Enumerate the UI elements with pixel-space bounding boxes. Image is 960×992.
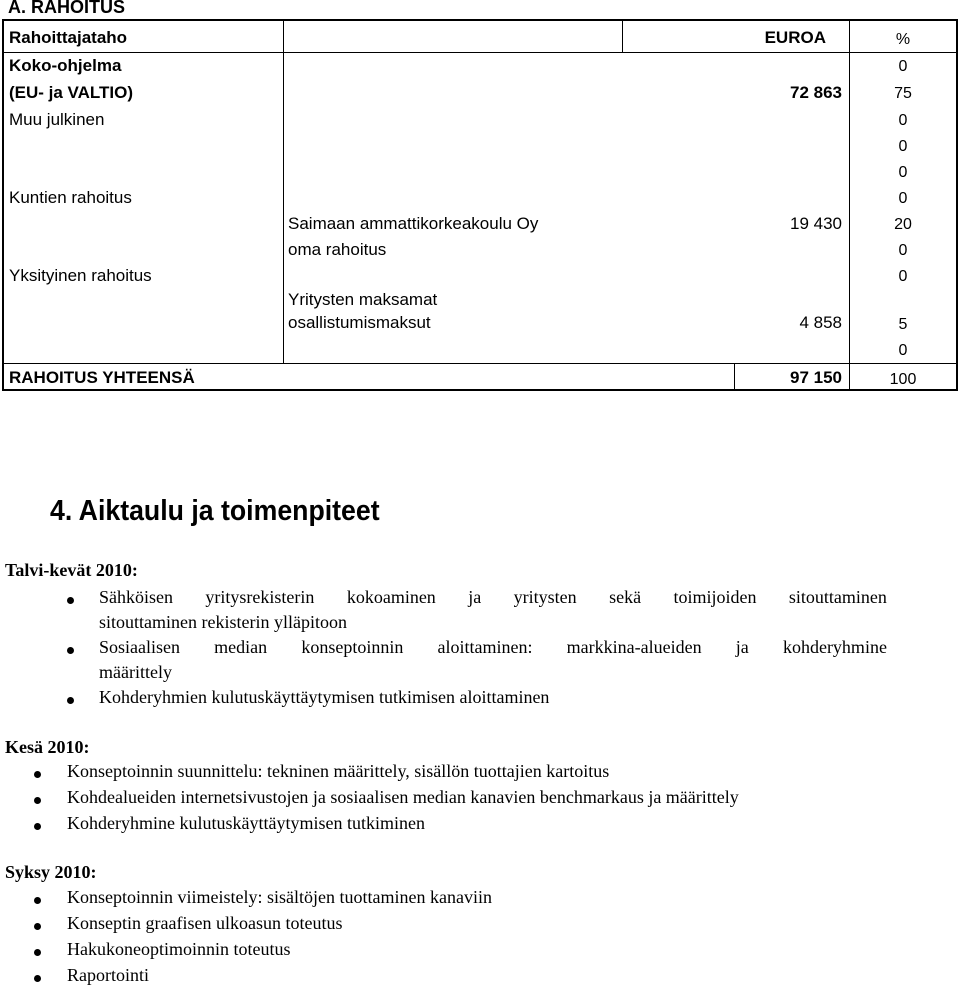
bullet-icon <box>67 697 74 704</box>
word: median <box>214 637 268 657</box>
bullet-icon <box>34 975 41 982</box>
list-item: Kohdealueiden internetsivustojen ja sosiaalisen median kanavien benchmarkaus ja määrittely <box>67 787 739 807</box>
word: sitouttaminen <box>788 587 887 607</box>
column-header-source: Rahoittajataho <box>9 28 128 47</box>
row-label-koko-ohjelma: Koko-ohjelma <box>9 56 122 75</box>
table-total-divider <box>2 363 958 364</box>
period-heading: Talvi-kevät 2010: <box>5 560 138 580</box>
word: kohderyhmine <box>782 637 887 657</box>
word: markkina-alueiden <box>566 637 702 657</box>
word: konseptoinnin <box>301 637 404 657</box>
row-label-oma-rahoitus: oma rahoitus <box>288 240 387 259</box>
column-header-percent: % <box>895 31 911 48</box>
bullet-icon <box>34 797 41 804</box>
period-heading: Syksy 2010: <box>5 862 97 882</box>
word: ja <box>735 637 749 657</box>
list-item: Konseptoinnin suunnittelu: tekninen määrittely, sisällön tuottajien kartoitus <box>67 761 610 781</box>
table-col-divider <box>622 19 623 53</box>
percent-value: 0 <box>898 58 908 75</box>
percent-value: 75 <box>894 85 912 102</box>
section-title-funding: A. RAHOITUS <box>8 0 125 17</box>
list-item-line: Kohderyhmien kulutuskäyttäytymisen tutkimisen aloittaminen <box>99 687 550 707</box>
bullet-icon <box>67 597 74 604</box>
percent-value: 0 <box>898 268 908 285</box>
bullet-icon <box>34 897 41 904</box>
euro-value: 19 430 <box>790 214 842 233</box>
table-border-right <box>956 19 958 391</box>
word: aloittaminen: <box>437 637 533 657</box>
bullet-icon <box>34 949 41 956</box>
table-border-left <box>2 19 4 391</box>
table-col-divider <box>283 19 284 53</box>
table-col-divider <box>849 53 850 363</box>
percent-value: 0 <box>898 164 908 181</box>
row-label-osallistumismaksut: osallistumismaksut <box>288 313 431 332</box>
section-title-schedule: 4. Aiktaulu ja toimenpiteet <box>50 495 380 527</box>
bullet-icon <box>34 923 41 930</box>
bullet-icon <box>34 771 41 778</box>
row-label-kuntien-rahoitus: Kuntien rahoitus <box>9 188 132 207</box>
word: kokoaminen <box>346 587 436 607</box>
word: Sosiaalisen <box>99 637 180 657</box>
table-col-divider <box>849 19 850 53</box>
row-label-total: RAHOITUS YHTEENSÄ <box>9 368 195 387</box>
list-item: Hakukoneoptimoinnin toteutus <box>67 939 291 959</box>
list-item: Raportointi <box>67 965 149 985</box>
list-item: Konseptin graafisen ulkoasun toteutus <box>67 913 343 933</box>
word: yritysten <box>513 587 577 607</box>
bullet-icon <box>34 823 41 830</box>
row-label-eu-valtio: (EU- ja VALTIO) <box>9 83 134 102</box>
column-header-euro: EUROA <box>764 28 826 47</box>
table-header-divider <box>2 52 958 53</box>
period-heading: Kesä 2010: <box>5 737 90 757</box>
percent-value: 5 <box>898 316 908 333</box>
percent-value: 0 <box>898 190 908 207</box>
list-item-line <box>99 587 887 608</box>
percent-value: 0 <box>898 342 908 359</box>
percent-value: 0 <box>898 242 908 259</box>
table-border-top <box>2 19 958 21</box>
total-euro-value: 97 150 <box>790 368 842 387</box>
word: Sähköisen <box>99 587 173 607</box>
row-label-saimaan-amk: Saimaan ammattikorkeakoulu Oy <box>288 214 539 233</box>
row-label-yritysten-maksamat: Yritysten maksamat <box>288 290 438 309</box>
table-col-divider <box>283 53 284 363</box>
euro-value: 72 863 <box>790 83 842 102</box>
total-percent-value: 100 <box>889 371 917 388</box>
bullet-icon <box>67 647 74 654</box>
percent-value: 0 <box>898 138 908 155</box>
percent-value: 20 <box>894 216 912 233</box>
list-item-line: määrittely <box>99 662 172 682</box>
word: sekä <box>609 587 642 607</box>
list-item: Kohderyhmine kulutuskäyttäytymisen tutkiminen <box>67 813 425 833</box>
list-item-line <box>99 637 887 658</box>
list-item-line: sitouttaminen rekisterin ylläpitoon <box>99 612 347 632</box>
word: ja <box>468 587 482 607</box>
table-border-bottom <box>2 389 958 391</box>
word: yritysrekisterin <box>205 587 315 607</box>
word: toimijoiden <box>673 587 757 607</box>
euro-value: 4 858 <box>799 313 842 332</box>
row-label-muu-julkinen: Muu julkinen <box>9 110 105 129</box>
table-col-divider <box>849 363 850 391</box>
list-item: Konseptoinnin viimeistely: sisältöjen tuottaminen kanaviin <box>67 887 492 907</box>
percent-value: 0 <box>898 112 908 129</box>
row-label-yksityinen-rahoitus: Yksityinen rahoitus <box>9 266 152 285</box>
